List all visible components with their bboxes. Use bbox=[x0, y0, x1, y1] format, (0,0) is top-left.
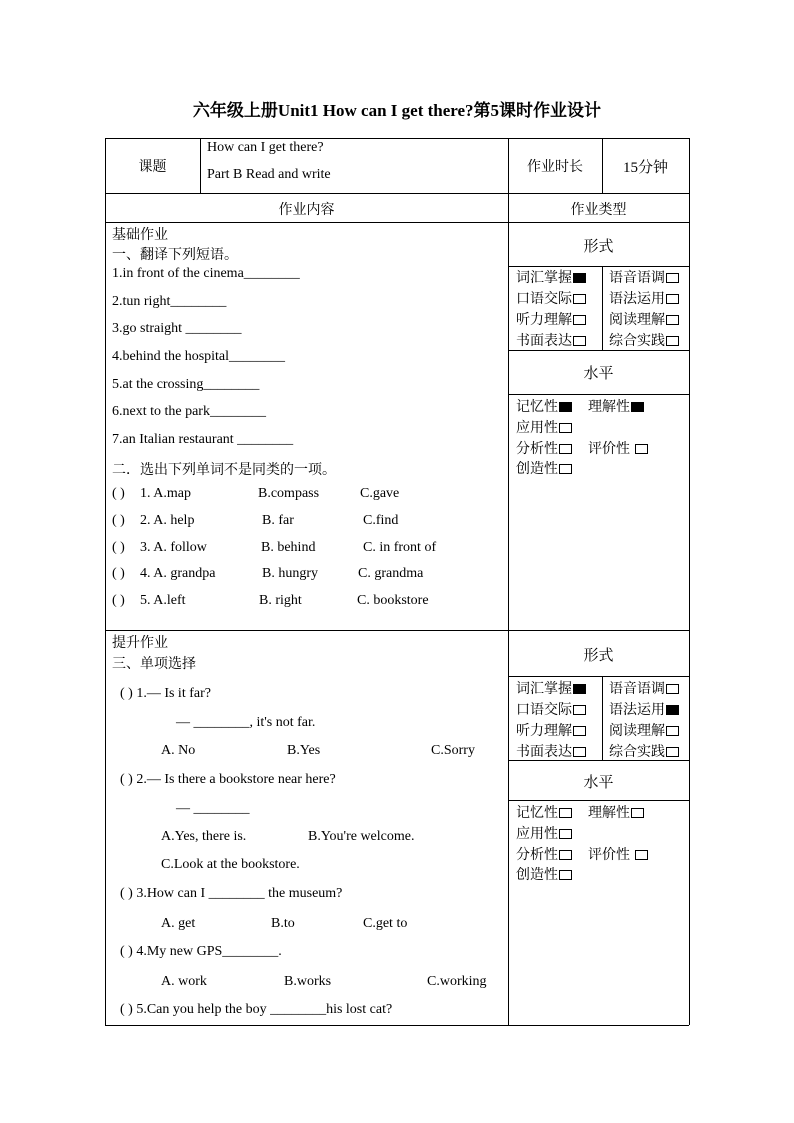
form-option bbox=[516, 678, 586, 698]
checkbox[interactable] bbox=[631, 402, 644, 412]
form-option bbox=[609, 678, 679, 698]
form-option-label: 综合实践 bbox=[609, 333, 665, 349]
form-option bbox=[609, 741, 679, 761]
checkbox[interactable] bbox=[635, 444, 648, 454]
checkbox[interactable] bbox=[559, 402, 572, 412]
question-stem: ( ) 1.— Is it far? bbox=[120, 686, 211, 701]
checkbox[interactable] bbox=[573, 294, 586, 304]
form-option bbox=[516, 267, 586, 287]
form-label: 形式 bbox=[583, 237, 614, 255]
checkbox[interactable] bbox=[666, 315, 679, 325]
basic-section-title: 基础作业 bbox=[112, 227, 168, 243]
checkbox[interactable] bbox=[573, 705, 586, 715]
form-option-label: 阅读理解 bbox=[609, 723, 665, 739]
form-option bbox=[609, 699, 679, 719]
checkbox[interactable] bbox=[666, 336, 679, 346]
part3-title: 三、单项选择 bbox=[112, 656, 196, 672]
choice-a: A. work bbox=[161, 974, 207, 989]
level-analyze bbox=[516, 438, 572, 458]
phrase-item: 6.next to the park________ bbox=[112, 404, 266, 419]
form-option-label: 语音语调 bbox=[609, 270, 665, 286]
level-evaluate bbox=[588, 844, 648, 864]
form-option-label: 语音语调 bbox=[609, 681, 665, 697]
choice-b: B.Yes bbox=[287, 743, 321, 758]
checkbox[interactable] bbox=[559, 444, 572, 454]
option-c: C. in front of bbox=[363, 540, 437, 555]
time-label: 作业时长 bbox=[527, 159, 583, 175]
choice-b: B.works bbox=[284, 974, 332, 989]
answer-blank[interactable]: ( ) bbox=[112, 513, 125, 528]
phrase-item: 7.an Italian restaurant ________ bbox=[112, 432, 294, 447]
level-create-label: 创造性 bbox=[516, 461, 558, 477]
phrase-item: 4.behind the hospital________ bbox=[112, 349, 286, 364]
form-option-label: 书面表达 bbox=[516, 333, 572, 349]
checkbox[interactable] bbox=[573, 336, 586, 346]
form-option bbox=[516, 699, 586, 719]
level-understand bbox=[588, 802, 644, 822]
checkbox[interactable] bbox=[573, 273, 586, 283]
option-c: C.find bbox=[363, 513, 399, 528]
form-option bbox=[609, 288, 679, 308]
checkbox[interactable] bbox=[666, 273, 679, 283]
level-understand bbox=[588, 396, 644, 416]
level-create bbox=[516, 864, 572, 884]
form-option bbox=[516, 720, 586, 740]
choice-a: A. No bbox=[161, 743, 196, 758]
answer-blank[interactable]: ( ) bbox=[112, 540, 125, 555]
option-a: 4. A. grandpa bbox=[140, 566, 216, 581]
checkbox[interactable] bbox=[573, 726, 586, 736]
option-c: C.gave bbox=[360, 486, 400, 501]
form-option-label: 听力理解 bbox=[516, 723, 572, 739]
choice-c: C.Sorry bbox=[431, 743, 475, 758]
choice-a: A. get bbox=[161, 916, 196, 931]
level-evaluate-label: 评价性 bbox=[588, 847, 630, 863]
option-b: B. hungry bbox=[262, 566, 318, 581]
question-answer-line: — ________, it's not far. bbox=[176, 715, 316, 730]
checkbox[interactable] bbox=[635, 850, 648, 860]
question-answer-line: — ________ bbox=[176, 801, 250, 816]
checkbox[interactable] bbox=[559, 870, 572, 880]
option-b: B. far bbox=[262, 513, 294, 528]
checkbox[interactable] bbox=[631, 808, 644, 818]
checkbox[interactable] bbox=[666, 705, 679, 715]
option-c: C. bookstore bbox=[357, 593, 429, 608]
checkbox[interactable] bbox=[666, 294, 679, 304]
level-label: 水平 bbox=[583, 773, 614, 791]
choice-c: C.get to bbox=[363, 916, 408, 931]
option-b: B. right bbox=[259, 593, 302, 608]
level-memory-label: 记忆性 bbox=[516, 805, 558, 821]
answer-blank[interactable]: ( ) bbox=[112, 593, 125, 608]
level-analyze-label: 分析性 bbox=[516, 847, 558, 863]
form-option-label: 词汇掌握 bbox=[516, 681, 572, 697]
odd-row bbox=[112, 593, 429, 609]
question-stem: ( ) 2.— Is there a bookstore near here? bbox=[120, 772, 336, 787]
form-option bbox=[516, 309, 586, 329]
checkbox[interactable] bbox=[573, 684, 586, 694]
choice-b: B.to bbox=[271, 916, 295, 931]
form-option-label: 阅读理解 bbox=[609, 312, 665, 328]
part1-title: 一、翻译下列短语。 bbox=[112, 247, 238, 263]
option-a: 3. A. follow bbox=[140, 540, 207, 555]
choice-a: A.Yes, there is. bbox=[161, 829, 247, 844]
checkbox[interactable] bbox=[559, 808, 572, 818]
form-label: 形式 bbox=[583, 646, 614, 664]
level-apply-label: 应用性 bbox=[516, 826, 558, 842]
checkbox[interactable] bbox=[573, 315, 586, 325]
option-a: 2. A. help bbox=[140, 513, 195, 528]
level-memory bbox=[516, 802, 572, 822]
choice-b: B.You're welcome. bbox=[308, 829, 415, 844]
form-option bbox=[516, 288, 586, 308]
level-memory-label: 记忆性 bbox=[516, 399, 558, 415]
checkbox[interactable] bbox=[666, 726, 679, 736]
form-option bbox=[516, 741, 586, 761]
choice-c: C.Look at the bookstore. bbox=[161, 857, 300, 872]
level-understand-label: 理解性 bbox=[588, 805, 630, 821]
option-c: C. grandma bbox=[358, 566, 424, 581]
odd-row bbox=[112, 513, 399, 529]
level-apply bbox=[516, 823, 572, 843]
form-option bbox=[609, 330, 679, 350]
phrase-item: 3.go straight ________ bbox=[112, 321, 242, 336]
time-value: 15分钟 bbox=[622, 160, 668, 176]
checkbox[interactable] bbox=[559, 850, 572, 860]
form-option-label: 书面表达 bbox=[516, 744, 572, 760]
form-option bbox=[609, 720, 679, 740]
part2-title: 二．选出下列单词不是同类的一项。 bbox=[112, 462, 336, 478]
answer-blank[interactable]: ( ) bbox=[112, 486, 125, 501]
level-evaluate-label: 评价性 bbox=[588, 441, 630, 457]
form-option-label: 词汇掌握 bbox=[516, 270, 572, 286]
form-option-label: 综合实践 bbox=[609, 744, 665, 760]
content-header: 作业内容 bbox=[278, 202, 335, 218]
checkbox[interactable] bbox=[666, 747, 679, 757]
form-option bbox=[609, 309, 679, 329]
level-analyze-label: 分析性 bbox=[516, 441, 558, 457]
level-create-label: 创造性 bbox=[516, 867, 558, 883]
topic-line-2: Part B Read and write bbox=[207, 167, 331, 182]
form-option-label: 语法运用 bbox=[609, 702, 665, 718]
checkbox[interactable] bbox=[666, 684, 679, 694]
question-stem: ( ) 3.How can I ________ the museum? bbox=[120, 886, 343, 901]
level-evaluate bbox=[588, 438, 648, 458]
form-option bbox=[516, 330, 586, 350]
level-apply-label: 应用性 bbox=[516, 420, 558, 436]
page-title: 六年级上册Unit1 How can I get there?第5课时作业设计 bbox=[192, 101, 602, 120]
checkbox[interactable] bbox=[573, 747, 586, 757]
form-option-label: 口语交际 bbox=[516, 291, 572, 307]
level-understand-label: 理解性 bbox=[588, 399, 630, 415]
topic-line-1: How can I get there? bbox=[207, 140, 324, 155]
choice-c: C.working bbox=[427, 974, 487, 989]
option-b: B.compass bbox=[258, 486, 320, 501]
level-analyze bbox=[516, 844, 572, 864]
topic-label: 课题 bbox=[138, 159, 167, 175]
form-option-label: 口语交际 bbox=[516, 702, 572, 718]
odd-row bbox=[112, 486, 400, 502]
option-b: B. behind bbox=[261, 540, 316, 555]
level-create bbox=[516, 458, 572, 478]
form-option-label: 听力理解 bbox=[516, 312, 572, 328]
option-a: 1. A.map bbox=[140, 486, 191, 501]
phrase-item: 2.tun right________ bbox=[112, 294, 227, 309]
question-stem: ( ) 4.My new GPS________. bbox=[120, 944, 282, 959]
odd-row bbox=[112, 566, 424, 582]
form-option bbox=[609, 267, 679, 287]
answer-blank[interactable]: ( ) bbox=[112, 566, 125, 581]
advanced-section-title: 提升作业 bbox=[112, 635, 168, 651]
checkbox[interactable] bbox=[559, 423, 572, 433]
phrase-item: 5.at the crossing________ bbox=[112, 377, 260, 392]
odd-row bbox=[112, 540, 437, 556]
level-label: 水平 bbox=[583, 364, 614, 382]
form-option-label: 语法运用 bbox=[609, 291, 665, 307]
checkbox[interactable] bbox=[559, 829, 572, 839]
level-apply bbox=[516, 417, 572, 437]
option-a: 5. A.left bbox=[140, 593, 186, 608]
checkbox[interactable] bbox=[559, 464, 572, 474]
type-header: 作业类型 bbox=[570, 202, 627, 218]
level-memory bbox=[516, 396, 572, 416]
question-stem: ( ) 5.Can you help the boy ________his lost cat? bbox=[120, 1002, 393, 1017]
phrase-item: 1.in front of the cinema________ bbox=[112, 266, 300, 281]
